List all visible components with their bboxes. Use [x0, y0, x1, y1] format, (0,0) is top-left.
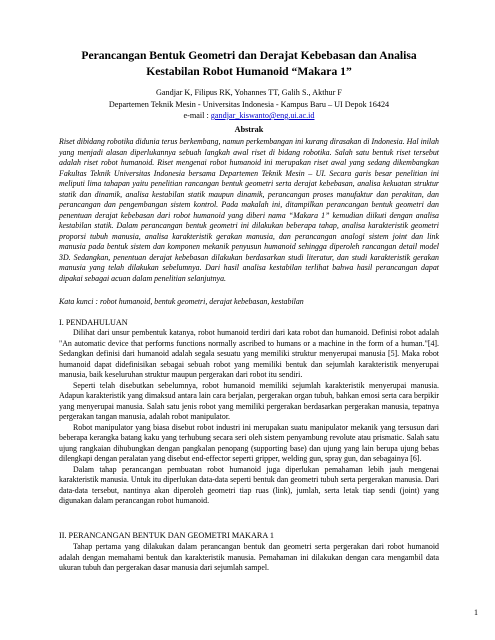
page-number: 1	[474, 608, 478, 617]
abstract-title: Abstrak	[234, 125, 264, 134]
paragraph: Robot manipulator yang biasa disebut robot industri ini merupakan suatu manipulator mekanik yang tersusun dari beberapa kerangka batang kaku yang terhubung secara seri oleh sistem penyambung revolute atau prismatic. Salah satu ujung rangkaian dihubungkan dengan pangkalan penopang (supporting base) dan ujung yang lain berupa ujung bebas dilengkapi dengan peralatan yang disebut end-effector seperti gripper, welding gun, spray gun, dan sebagainya [6].	[59, 422, 439, 463]
abstract-text: Riset dibidang robotika didunia terus berkembang, namun perkembangan ini kurang dirasakan di Indonesia. Hal inilah yang menjadi alasan diperlukannya sebuah langkah awal riset di bidang robotika. Salah satu bentuk riset tersebut adalah riset robot humanoid. Riset mengenai robot humanoid ini merupakan riset awal yang sedang dikembangkan Fakultas Teknik Universitas Indonesia bersama Departemen Teknik Mesin – UI. Secara garis besar penelitian ini meliputi lima tahapan yaitu penelitian rancangan bentuk geometri serta derajat kebebasan, analisa kekuatan struktur statik dan dinamik, analisa kestabilan statik maupun dinamik, perancangan proses manufaktur dan perakitan, dan perancangan dan pengembangan sistem kontrol. Pada makalah ini, ditampilkan perancangan bentuk geometri dan penentuan derajat kebebasan dari robot humanoid yang diberi nama “Makara 1” kemudian diikuti dengan analisa kestabilan statik. Dalam perancangan bentuk geometri ini dilakukan beberapa tahap, analisa karakteristik geometri proporsi tubuh manusia, analisa karakteristik gerakan manusia, dan perancangan analogi sistem joint dan link manusia pada bentuk sistem dan komponen mekanik penyusun humanoid sehingga diperoleh rancangan detail model 3D. Sedangkan, penentuan derajat kebebasan dilakukan berdasarkan studi literatur, dan studi karakteristik gerakan manusia yang telah dilakukan sebelumnya. Dari hasil analisa kestabilan terlihat bahwa hasil perancangan dapat dipakai sebagai acuan dalam penelitian selanjutnya.	[59, 137, 439, 283]
paper-title-line-1: Perancangan Bentuk Geometri dan Derajat Kebebasan dan Analisa	[81, 49, 417, 62]
section-2-body	[59, 542, 439, 574]
email-line	[59, 110, 439, 121]
section-1-body	[59, 328, 439, 507]
paragraph: Seperti telah disebutkan sebelumnya, robot humanoid memiliki sejumlah karakteristik menyerupai manusia. Adapun karakteristik yang dimaksud antara lain cara berjalan, pergerakan organ tubuh, bahkan emosi serta cara berpikir yang menyerupai manusia. Salah satu jenis robot yang memiliki pergerakan berdasarkan pergerakan manusia, tepatnya pergerakan tangan manusia, adalah robot manipulator.	[59, 380, 439, 421]
paper-title-line-2: Kestabilan Robot Humanoid “Makara 1”	[146, 65, 352, 78]
paragraph: Dilihat dari unsur pembentuk katanya, robot humanoid terdiri dari kata robot dan humanoid. Definisi robot adalah "An automatic device that performs functions normally ascribed to humans or a machine in the form of a human."[4]. Sedangkan definisi dari humanoid adalah segala sesuatu yang memiliki struktur menyerupai manusia [5]. Maka robot humanoid dapat didefinisikan sebagai sebuah robot yang memiliki bentuk dan sejumlah karakteristik menyerupai manusia, baik keseluruhan struktur maupun pergerakan dari robot itu sendiri.	[59, 328, 439, 379]
paragraph: Tahap pertama yang dilakukan dalam perancangan bentuk dan geometri serta pergerakan dari robot humanoid adalah dengan memahami bentuk dan karakteristik manusia. Pemahaman ini dilakukan dengan cara mengambil data ukuran tubuh dan pergerakan dasar manusia dari sejumlah sampel.	[59, 542, 439, 572]
email-link[interactable]: gandjar_kiswanto@eng.ui.ac.id	[210, 111, 315, 120]
affiliation: Departemen Teknik Mesin - Universitas Indonesia - Kampus Baru – UI Depok 16424	[108, 100, 390, 109]
section-2-title: II. PERANCANGAN BENTUK DAN GEOMETRI MAKARA 1	[59, 531, 274, 540]
paragraph: Dalam tahap perancangan pembuatan robot humanoid juga diperlukan pemahaman lebih jauh mengenai karakteristik manusia. Untuk itu diperlukan data-data seperti bentuk dan geometri tubuh serta pergerakan manusia. Dari data-data tersebut, nantinya akan diperoleh geometri tiap ruas (link), jumlah, serta letak tiap sendi (joint) yang digunakan dalam perancangan robot humanoid.	[59, 464, 439, 505]
section-1-title: I. PENDAHULUAN	[59, 318, 128, 327]
keywords: Kata kunci : robot humanoid, bentuk geometri, derajat kebebasan, kestabilan	[59, 297, 304, 306]
email-label: e-mail :	[183, 111, 211, 120]
authors: Gandjar K, Filipus RK, Yohannes TT, Galih S., Akthur F	[156, 88, 342, 97]
